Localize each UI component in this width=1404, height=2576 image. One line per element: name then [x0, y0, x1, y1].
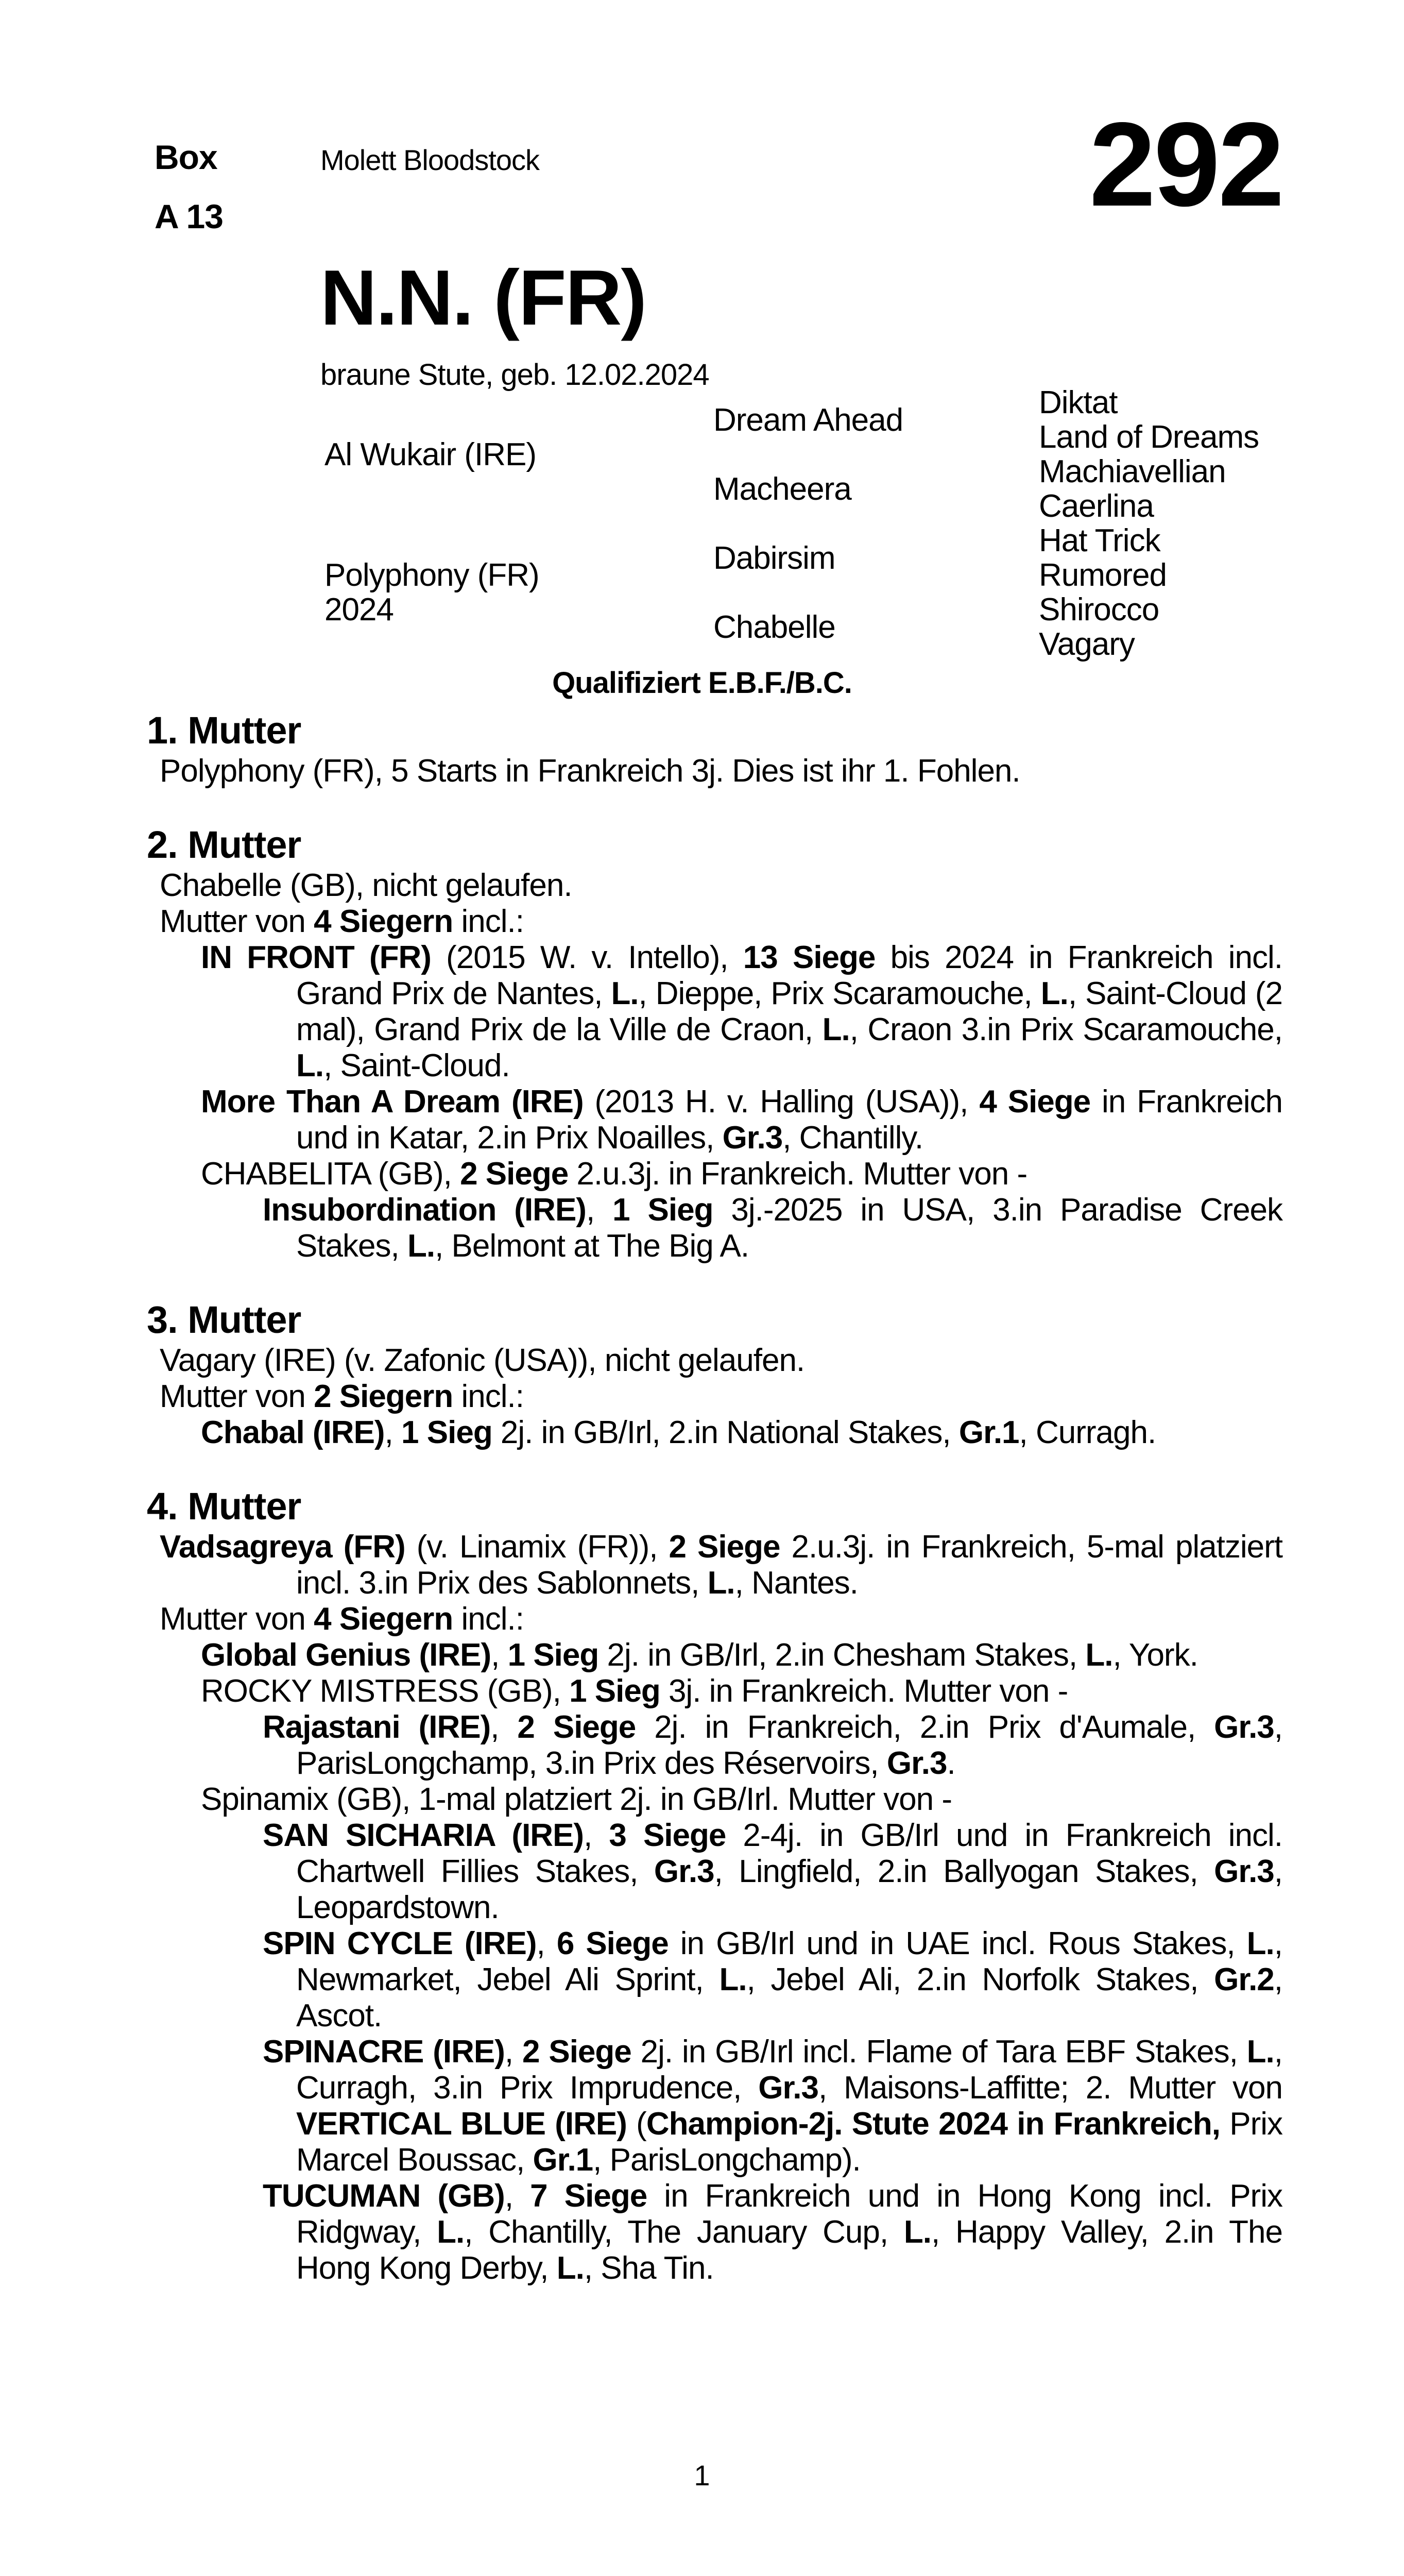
text-run: , Craon 3.in Prix Scaramouche,: [849, 1012, 1282, 1047]
mutter-section: [144, 824, 1282, 1264]
text-run: CHABELITA (GB),: [201, 1156, 460, 1192]
text-run: 3j. in Frankreich. Mutter von -: [660, 1673, 1068, 1709]
pedigree-paragraph: [144, 753, 1282, 789]
pedigree-ancestor-name: Polyphony (FR): [324, 557, 539, 593]
pedigree-cell: [713, 523, 1039, 592]
pedigree-paragraph: [144, 1637, 1282, 1673]
text-run-bold: 2 Siege: [522, 2034, 631, 2070]
text-run: ,: [584, 1818, 609, 1853]
page-number: 1: [694, 2459, 710, 2492]
text-run: , Nantes.: [734, 1565, 858, 1601]
text-run-bold: 1 Sieg: [401, 1415, 492, 1450]
pedigree-ancestor-name: Caerlina: [1039, 488, 1154, 524]
pedigree-cell: [324, 523, 713, 662]
pedigree-cell: [1039, 592, 1282, 627]
pedigree-paragraph: [144, 1415, 1282, 1451]
pedigree-cell: [1039, 420, 1282, 454]
text-run: , ParisLongchamp).: [593, 2142, 861, 2178]
text-run-bold: L.: [1085, 1637, 1113, 1673]
pedigree-ancestor-name: 2024: [324, 592, 393, 628]
text-run-bold: SAN SICHARIA (IRE): [263, 1818, 584, 1853]
box-number: A 13: [155, 197, 223, 235]
pedigree-ancestor-name: Vagary: [1039, 626, 1135, 662]
text-run: 2j. in Frankreich, 2.in Prix d'Aumale,: [636, 1709, 1214, 1745]
pedigree-ancestor-name: Land of Dreams: [1039, 419, 1259, 455]
text-run-bold: 1 Sieg: [569, 1673, 660, 1709]
pedigree-cell: [713, 592, 1039, 662]
text-run-bold: 2 Siege: [669, 1529, 780, 1565]
box-label: Box: [155, 138, 217, 176]
text-run-bold: SPIN CYCLE (IRE): [263, 1926, 537, 1961]
text-run-bold: 6 Siege: [556, 1926, 669, 1961]
text-run: , Lingfield, 2.in Ballyogan Stakes,: [714, 1854, 1214, 1889]
pedigree-ancestor-name: Al Wukair (IRE): [324, 436, 537, 472]
text-run: ,: [490, 1709, 518, 1745]
pedigree-ancestor-name: Macheera: [713, 471, 851, 507]
text-run: 2j. in GB/Irl, 2.in Chesham Stakes,: [598, 1637, 1086, 1673]
pedigree-paragraph: [144, 1156, 1282, 1192]
text-run: , Dieppe, Prix Scaramouche,: [638, 976, 1041, 1011]
mutter-sections: [144, 710, 1282, 2286]
text-run: (2013 H. v. Halling (USA)),: [583, 1084, 980, 1120]
text-run: , Chantilly.: [782, 1120, 923, 1156]
text-run: , Newmarket, Jebel Ali Sprint,: [296, 1926, 1283, 1997]
pedigree-paragraph: [144, 1601, 1282, 1637]
text-run-bold: 13 Siege: [743, 940, 876, 975]
text-run: 2.u.3j. in Frankreich. Mutter von -: [568, 1156, 1028, 1192]
text-run-bold: 2 Siege: [517, 1709, 636, 1745]
text-run-bold: TUCUMAN (GB): [263, 2178, 505, 2214]
text-run-bold: Gr.3: [1214, 1854, 1274, 1889]
text-run-bold: Gr.3: [1214, 1709, 1274, 1745]
text-run: 2j. in GB/Irl, 2.in National Stakes,: [492, 1415, 959, 1450]
mutter-section: [144, 1299, 1282, 1451]
text-run-bold: L.: [407, 1228, 435, 1264]
pedigree-paragraph: [144, 868, 1282, 904]
text-run: ,: [491, 1637, 508, 1673]
text-run-bold: Gr.2: [1214, 1962, 1274, 1997]
text-run: Mutter von: [160, 1601, 314, 1637]
text-run-bold: L.: [1246, 2034, 1274, 2070]
text-run: 2-4j. in GB/Irl und in Frankreich incl. Chartwell Fillies Stakes,: [296, 1818, 1283, 1889]
text-run-bold: Gr.3: [758, 2070, 818, 2106]
pedigree-paragraph: [144, 940, 1282, 1084]
text-run: Mutter von: [160, 904, 314, 939]
text-run-bold: 4 Siege: [979, 1084, 1091, 1120]
pedigree-cell: [1039, 523, 1282, 558]
text-run: , Ascot.: [296, 1962, 1283, 2033]
text-run-bold: 4 Siegern: [314, 1601, 453, 1637]
pedigree-paragraph: [144, 1818, 1282, 1926]
text-run: .: [947, 1745, 955, 1781]
pedigree-ancestor-name: Diktat: [1039, 385, 1118, 420]
text-run-bold: 2 Siege: [460, 1156, 569, 1192]
text-run-bold: L.: [822, 1012, 850, 1047]
text-run: Vagary (IRE) (v. Zafonic (USA)), nicht gelaufen.: [160, 1343, 805, 1378]
text-run: bis 2024 in Frankreich incl. Grand Prix de Nantes,: [296, 940, 1283, 1011]
text-run-bold: 1 Sieg: [612, 1192, 713, 1228]
text-run-bold: 1 Sieg: [507, 1637, 599, 1673]
text-run: , Sha Tin.: [584, 2250, 714, 2286]
section-heading: 2. Mutter: [147, 823, 301, 866]
pedigree-paragraph: [144, 904, 1282, 940]
pedigree-paragraph: [144, 1343, 1282, 1379]
consignor-name: Molett Bloodstock: [320, 144, 539, 176]
pedigree-ancestor-name: Shirocco: [1039, 592, 1159, 628]
text-run-bold: 3 Siege: [609, 1818, 726, 1853]
text-run: , Saint-Cloud.: [323, 1048, 510, 1083]
pedigree-ancestor-name: Machiavellian: [1039, 454, 1226, 489]
pedigree-paragraph: [144, 1709, 1282, 1782]
text-run-bold: L.: [707, 1565, 735, 1601]
text-run: , Belmont at The Big A.: [435, 1228, 749, 1264]
pedigree-paragraph: [144, 1379, 1282, 1415]
pedigree-ancestor-name: Dream Ahead: [713, 402, 903, 438]
text-run-bold: Vadsagreya (FR): [160, 1529, 405, 1565]
text-run: (v. Linamix (FR)),: [405, 1529, 669, 1565]
pedigree-cell: [713, 385, 1039, 454]
text-run-bold: 2 Siegern: [314, 1379, 453, 1414]
text-run: Mutter von: [160, 1379, 314, 1414]
pedigree-ancestor-name: Chabelle: [713, 609, 835, 645]
pedigree-cell: [713, 454, 1039, 523]
text-run-bold: Gr.1: [533, 2142, 593, 2178]
text-run: ,: [504, 2178, 530, 2214]
pedigree-paragraph: [144, 2178, 1282, 2286]
pedigree-generation1-column: [324, 385, 713, 662]
pedigree-cell: [1039, 454, 1282, 489]
pedigree-ancestor-name: Rumored: [1039, 557, 1167, 593]
text-run-bold: Gr.3: [654, 1854, 714, 1889]
text-run: Spinamix (GB), 1-mal platziert 2j. in GB/Irl. Mutter von -: [201, 1782, 952, 1817]
text-run-bold: L.: [1040, 976, 1068, 1011]
pedigree-ancestor-name: Dabirsim: [713, 540, 835, 576]
horse-name: N.N. (FR): [320, 254, 646, 342]
text-run: Polyphony (FR), 5 Starts in Frankreich 3j. Dies ist ihr 1. Fohlen.: [160, 753, 1020, 789]
text-run: , Maisons-Laffitte; 2. Mutter von: [818, 2070, 1282, 2106]
pedigree-paragraph: [144, 1673, 1282, 1709]
mutter-section: [144, 710, 1282, 789]
text-run: , Curragh.: [1019, 1415, 1156, 1450]
text-run: ,: [586, 1192, 613, 1228]
text-run-bold: L.: [903, 2214, 931, 2250]
text-run-bold: Rajastani (IRE): [263, 1709, 491, 1745]
text-run: , Happy Valley, 2.in The Hong Kong Derby,: [296, 2214, 1282, 2286]
text-run: in Frankreich und in Hong Kong incl. Prix Ridgway,: [296, 2178, 1282, 2250]
text-run: Prix Marcel Boussac,: [296, 2106, 1282, 2178]
text-run-bold: Global Genius (IRE): [201, 1637, 491, 1673]
pedigree-paragraph: [144, 2034, 1282, 2178]
text-run-bold: L.: [1246, 1926, 1274, 1961]
qualification-note: Qualifiziert E.B.F./B.C.: [552, 666, 852, 700]
text-run-bold: L.: [611, 976, 639, 1011]
pedigree-generation2-column: [713, 385, 1039, 662]
lot-number: 292: [1089, 98, 1282, 231]
text-run: in Frankreich und in Katar, 2.in Prix Noailles,: [296, 1084, 1283, 1156]
pedigree-table: [324, 385, 1282, 662]
section-heading: 3. Mutter: [147, 1298, 301, 1341]
text-run-bold: Champion-2j. Stute 2024 in Frankreich,: [646, 2106, 1220, 2142]
text-run-bold: L.: [556, 2250, 584, 2286]
text-run-bold: VERTICAL BLUE (IRE): [296, 2106, 627, 2142]
section-heading: 1. Mutter: [147, 709, 301, 752]
text-run: , Jebel Ali, 2.in Norfolk Stakes,: [746, 1962, 1214, 1997]
pedigree-cell: [1039, 627, 1282, 662]
text-run: ROCKY MISTRESS (GB),: [201, 1673, 570, 1709]
text-run: 2j. in GB/Irl incl. Flame of Tara EBF Stakes,: [631, 2034, 1247, 2070]
text-run-bold: 7 Siege: [530, 2178, 647, 2214]
text-run: , Leopardstown.: [296, 1854, 1283, 1925]
text-run: incl.:: [453, 1379, 524, 1414]
pedigree-cell: [1039, 558, 1282, 592]
text-run: 3j.-2025 in USA, 3.in Paradise Creek Stakes,: [296, 1192, 1283, 1264]
text-run-bold: 4 Siegern: [314, 904, 453, 939]
text-run: (2015 W. v. Intello),: [431, 940, 743, 975]
text-run-bold: Gr.3: [722, 1120, 783, 1156]
pedigree-cell: [1039, 489, 1282, 523]
text-run-bold: IN FRONT (FR): [201, 940, 431, 975]
text-run-bold: Chabal (IRE): [201, 1415, 385, 1450]
text-run: ,: [536, 1926, 557, 1961]
text-run: Chabelle (GB), nicht gelaufen.: [160, 868, 572, 903]
text-run: in GB/Irl und in UAE incl. Rous Stakes,: [668, 1926, 1247, 1961]
text-run: , Chantilly, The January Cup,: [464, 2214, 904, 2250]
text-run: incl.:: [453, 1601, 524, 1637]
text-run-bold: SPINACRE (IRE): [263, 2034, 505, 2070]
pedigree-paragraph: [144, 1529, 1282, 1601]
text-run-bold: More Than A Dream (IRE): [201, 1084, 584, 1120]
text-run: 2.u.3j. in Frankreich, 5-mal platziert incl. 3.in Prix des Sablonnets,: [296, 1529, 1283, 1601]
text-run: ,: [384, 1415, 402, 1450]
pedigree-cell: [324, 385, 713, 523]
text-run: incl.:: [453, 904, 524, 939]
text-run: , Saint-Cloud (2 mal), Grand Prix de la Ville de Craon,: [296, 976, 1282, 1047]
text-run-bold: L.: [296, 1048, 324, 1083]
pedigree-generation3-column: [1039, 385, 1282, 662]
section-heading: 4. Mutter: [147, 1485, 301, 1528]
text-run-bold: L.: [437, 2214, 465, 2250]
text-run: (: [626, 2106, 646, 2142]
text-run: , ParisLongchamp, 3.in Prix des Réservoirs,: [296, 1709, 1283, 1781]
pedigree-ancestor-name: Hat Trick: [1039, 523, 1160, 558]
text-run: ,: [504, 2034, 522, 2070]
text-run: , Curragh, 3.in Prix Imprudence,: [296, 2034, 1283, 2106]
pedigree-paragraph: [144, 1782, 1282, 1818]
text-run: , York.: [1112, 1637, 1198, 1673]
text-run-bold: Gr.3: [886, 1745, 947, 1781]
mutter-section: [144, 1486, 1282, 2286]
pedigree-paragraph: [144, 1084, 1282, 1156]
horse-description: braune Stute, geb. 12.02.2024: [320, 358, 709, 392]
text-run-bold: Gr.1: [958, 1415, 1019, 1450]
text-run-bold: L.: [719, 1962, 747, 1997]
pedigree-cell: [1039, 385, 1282, 420]
pedigree-paragraph: [144, 1192, 1282, 1264]
pedigree-paragraph: [144, 1926, 1282, 2034]
text-run-bold: Insubordination (IRE): [263, 1192, 586, 1228]
